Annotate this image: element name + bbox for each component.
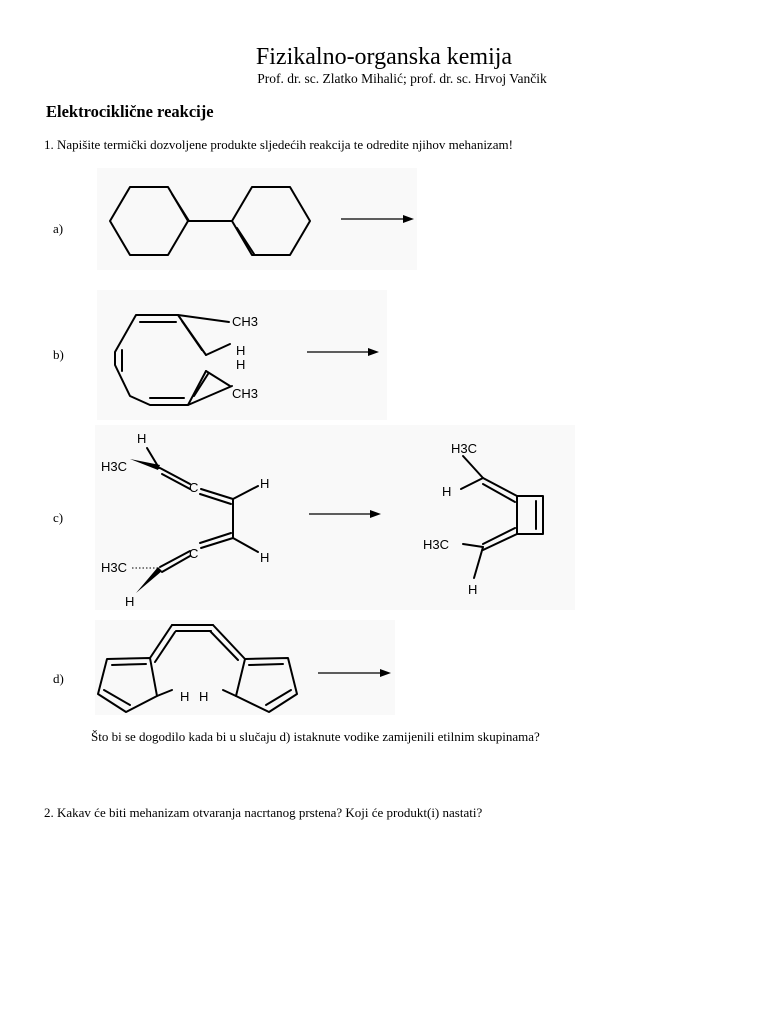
c-h-right-bottom-label: H — [260, 550, 270, 565]
part-d-followup-question: Što bi se dogodilo kada bi u slučaju d) istaknute vodike zamijenili etilnim skupinama? — [91, 729, 540, 744]
c-product-h-top-label: H — [442, 484, 452, 499]
part-c-label: c) — [53, 510, 64, 525]
question-1-text: 1. Napišite termički dozvoljene produkte sljedećih reakcija te odredite njihov mehanizam! — [44, 137, 513, 152]
d-h-right-label: H — [199, 689, 209, 704]
b-ch3-bottom-label: CH3 — [232, 386, 259, 401]
b-h-bottom-label: H — [236, 357, 246, 372]
c-h-right-top-label: H — [260, 476, 270, 491]
c-product-h3c-top-label: H3C — [451, 441, 478, 456]
c-h-top-label: H — [137, 431, 147, 446]
question-2-text: 2. Kakav će biti mehanizam otvaranja nacrtanog prstena? Koji će produkt(i) nastati? — [44, 805, 483, 820]
b-ch3-top-label: CH3 — [232, 314, 259, 329]
page-title: Fizikalno-organska kemija — [255, 44, 513, 70]
authors-line: Prof. dr. sc. Zlatko Mihalić; prof. dr. sc. Hrvoj Vančik — [257, 71, 547, 86]
c-h3c-top-label: H3C — [101, 459, 128, 474]
c-h-bottom-label: H — [125, 594, 135, 609]
c-c-bottom-label: C — [189, 546, 199, 561]
section-title: Elektrociklične reakcije — [46, 102, 214, 121]
d-h-left-label: H — [180, 689, 190, 704]
part-d-label: d) — [53, 671, 64, 686]
part-b-label: b) — [53, 347, 64, 362]
c-h3c-bottom-label: H3C — [101, 560, 128, 575]
c-c-top-label: C — [189, 480, 199, 495]
c-product-h3c-bottom-label: H3C — [423, 537, 450, 552]
scheme-c-background — [95, 425, 575, 610]
b-h-top-label: H — [236, 343, 246, 358]
part-a-label: a) — [53, 221, 64, 236]
c-product-h-bottom-label: H — [468, 582, 478, 597]
